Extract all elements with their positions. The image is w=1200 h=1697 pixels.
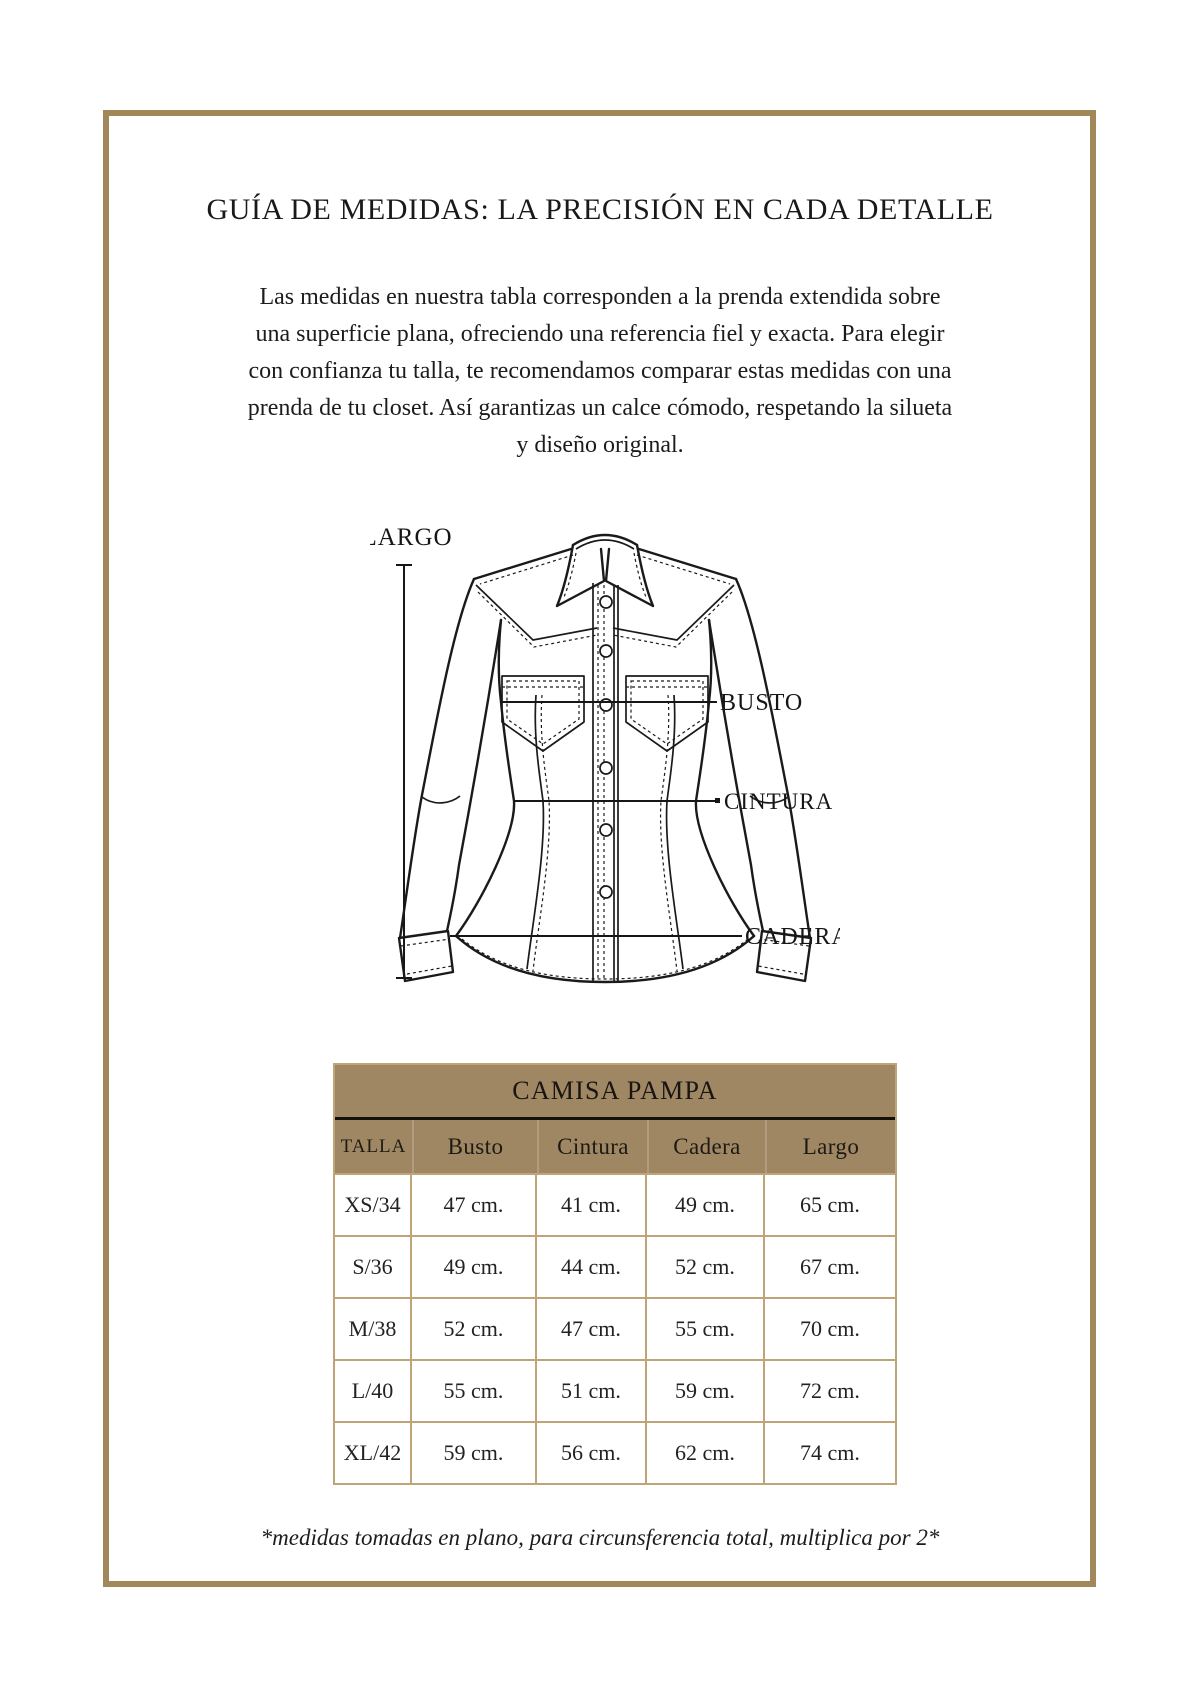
label-cadera: CADERA bbox=[745, 924, 840, 950]
shirt-technical-drawing bbox=[370, 465, 840, 995]
size-cell-value: 74 cm. bbox=[765, 1421, 895, 1483]
column-header-busto: Busto bbox=[412, 1120, 537, 1173]
label-busto: BUSTO bbox=[720, 690, 804, 716]
size-cell-value: 47 cm. bbox=[412, 1173, 537, 1235]
size-cell-talla: XS/34 bbox=[335, 1173, 412, 1235]
column-header-cadera: Cadera bbox=[647, 1120, 765, 1173]
label-largo: LARGO bbox=[370, 524, 453, 551]
size-cell-value: 62 cm. bbox=[647, 1421, 765, 1483]
size-cell-value: 49 cm. bbox=[647, 1173, 765, 1235]
cintura-line-end bbox=[715, 798, 720, 803]
size-cell-value: 70 cm. bbox=[765, 1297, 895, 1359]
column-header-largo: Largo bbox=[765, 1120, 895, 1173]
size-cell-value: 41 cm. bbox=[537, 1173, 647, 1235]
label-cintura: CINTURA bbox=[724, 789, 834, 814]
size-cell-value: 59 cm. bbox=[647, 1359, 765, 1421]
size-cell-value: 49 cm. bbox=[412, 1235, 537, 1297]
size-cell-value: 56 cm. bbox=[537, 1421, 647, 1483]
measurement-diagram bbox=[370, 465, 840, 995]
footnote: *medidas tomadas en plano, para circunsferencia total, multiplica por 2* bbox=[260, 1525, 940, 1550]
page-title: GUÍA DE MEDIDAS: LA PRECISIÓN EN CADA DETALLE bbox=[206, 193, 994, 226]
size-cell-value: 47 cm. bbox=[537, 1297, 647, 1359]
size-cell-value: 55 cm. bbox=[412, 1359, 537, 1421]
size-table-title: CAMISA PAMPA bbox=[335, 1065, 895, 1120]
size-table bbox=[333, 1063, 897, 1485]
intro-line: con confianza tu talla, te recomendamos comparar estas medidas con una bbox=[248, 358, 952, 384]
shirt-buttons bbox=[600, 596, 612, 898]
column-header-cintura: Cintura bbox=[537, 1120, 647, 1173]
column-header-talla: TALLA bbox=[335, 1120, 412, 1173]
size-cell-value: 52 cm. bbox=[412, 1297, 537, 1359]
size-cell-value: 59 cm. bbox=[412, 1421, 537, 1483]
intro-line: y diseño original. bbox=[516, 432, 684, 458]
size-cell-value: 52 cm. bbox=[647, 1235, 765, 1297]
size-cell-value: 67 cm. bbox=[765, 1235, 895, 1297]
intro-line: una superficie plana, ofreciendo una referencia fiel y exacta. Para elegir bbox=[255, 321, 945, 347]
size-cell-talla: XL/42 bbox=[335, 1421, 412, 1483]
intro-paragraph bbox=[0, 279, 1200, 464]
size-cell-talla: L/40 bbox=[335, 1359, 412, 1421]
size-cell-value: 51 cm. bbox=[537, 1359, 647, 1421]
size-cell-value: 44 cm. bbox=[537, 1235, 647, 1297]
intro-line: prenda de tu closet. Así garantizas un calce cómodo, respetando la silueta bbox=[247, 395, 953, 421]
size-cell-talla: M/38 bbox=[335, 1297, 412, 1359]
size-cell-value: 72 cm. bbox=[765, 1359, 895, 1421]
intro-line: Las medidas en nuestra tabla corresponden a la prenda extendida sobre bbox=[259, 284, 941, 310]
size-cell-value: 55 cm. bbox=[647, 1297, 765, 1359]
size-cell-talla: S/36 bbox=[335, 1235, 412, 1297]
size-cell-value: 65 cm. bbox=[765, 1173, 895, 1235]
